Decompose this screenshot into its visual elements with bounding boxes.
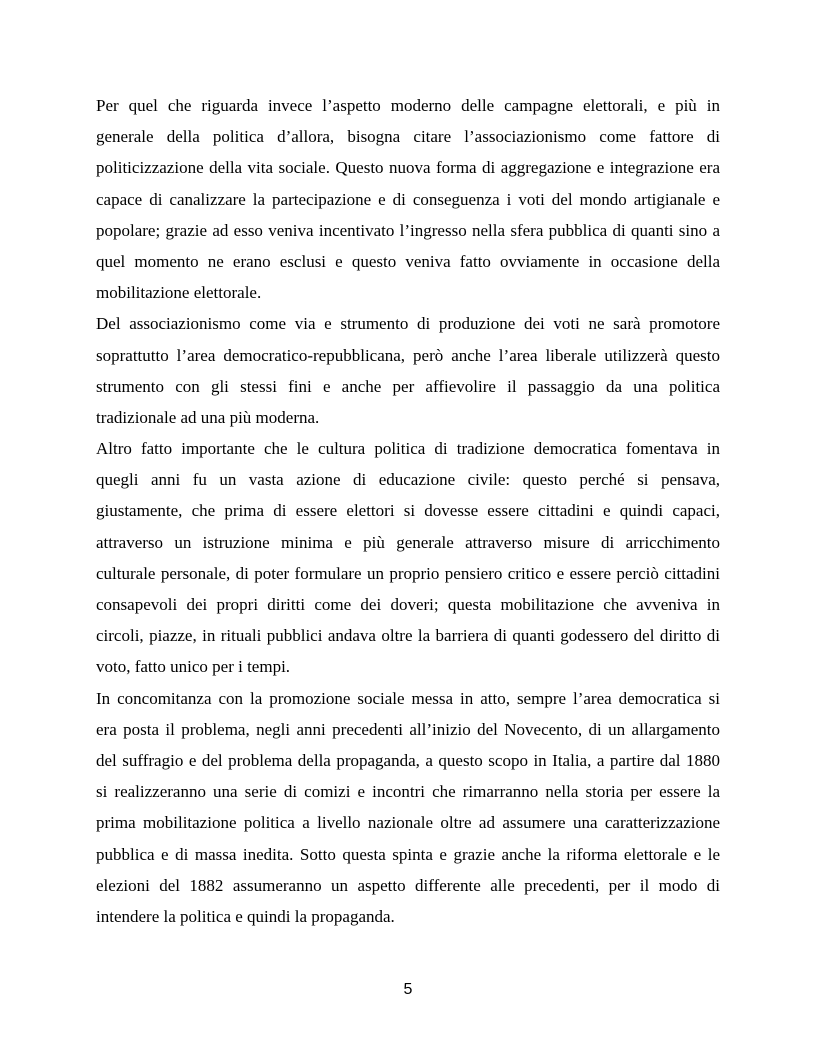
text-line: In concomitanza con la promozione sociale messa in atto, sempre l’area democratica si <box>96 688 720 708</box>
text-line: era posta il problema, negli anni precedenti all’inizio del Novecento, di un allargamento <box>96 719 720 739</box>
paragraph <box>96 308 720 433</box>
text-line: voto, fatto unico per i tempi. <box>96 657 291 677</box>
text-line: tradizionale ad una più moderna. <box>96 407 320 427</box>
body-text <box>96 90 720 932</box>
page-number: 5 <box>403 981 413 998</box>
text-line: capace di canalizzare la partecipazione e di conseguenza i voti del mondo artigianale e <box>96 189 720 209</box>
text-line: si realizzeranno una serie di comizi e incontri che rimarranno nella storia per essere la <box>96 782 720 802</box>
text-line: politicizzazione della vita sociale. Questo nuova forma di aggregazione e integrazione era <box>96 158 720 178</box>
paragraph <box>96 90 720 308</box>
text-line: strumento con gli stessi fini e anche per affievolire il passaggio da una politica <box>96 376 720 396</box>
text-line: popolare; grazie ad esso veniva incentivato l’ingresso nella sfera pubblica di quanti sino a <box>96 220 720 240</box>
paragraph <box>96 683 720 933</box>
text-line: prima mobilitazione politica a livello nazionale oltre ad assumere una caratterizzazione <box>96 813 720 833</box>
text-line: attraverso un istruzione minima e più generale attraverso misure di arricchimento <box>96 532 720 552</box>
text-line: del suffragio e del problema della propaganda, a questo scopo in Italia, a partire dal 1880 <box>96 750 720 770</box>
text-line: mobilitazione elettorale. <box>96 283 262 303</box>
text-line: generale della politica d’allora, bisogna citare l’associazionismo come fattore di <box>96 127 720 147</box>
text-line: circoli, piazze, in rituali pubblici andava oltre la barriera di quanti godessero del diritto di <box>96 626 720 646</box>
text-line: Del associazionismo come via e strumento di produzione dei voti ne sarà promotore <box>96 314 720 334</box>
text-line: soprattutto l’area democratico-repubblicana, però anche l’area liberale utilizzerà questo <box>96 345 720 365</box>
text-line: culturale personale, di poter formulare un proprio pensiero critico e essere perciò cittadini <box>96 563 720 583</box>
text-line: Per quel che riguarda invece l’aspetto moderno delle campagne elettorali, e più in <box>96 96 720 115</box>
text-line: consapevoli dei propri diritti come dei doveri; questa mobilitazione che avveniva in <box>96 595 720 614</box>
text-line: giustamente, che prima di essere elettori si dovesse essere cittadini e quindi capaci, <box>96 501 720 521</box>
paragraph <box>96 433 720 683</box>
text-line: quegli anni fu un vasta azione di educazione civile: questo perché si pensava, <box>96 470 720 490</box>
text-line: quel momento ne erano esclusi e questo veniva fatto ovviamente in occasione della <box>96 251 720 271</box>
text-line: intendere la politica e quindi la propaganda. <box>96 906 395 926</box>
text-line: Altro fatto importante che le cultura politica di tradizione democratica fomentava in <box>96 439 720 459</box>
text-line: elezioni del 1882 assumeranno un aspetto differente alle precedenti, per il modo di <box>96 875 720 895</box>
text-line: pubblica e di massa inedita. Sotto questa spinta e grazie anche la riforma elettorale e le <box>96 844 720 864</box>
